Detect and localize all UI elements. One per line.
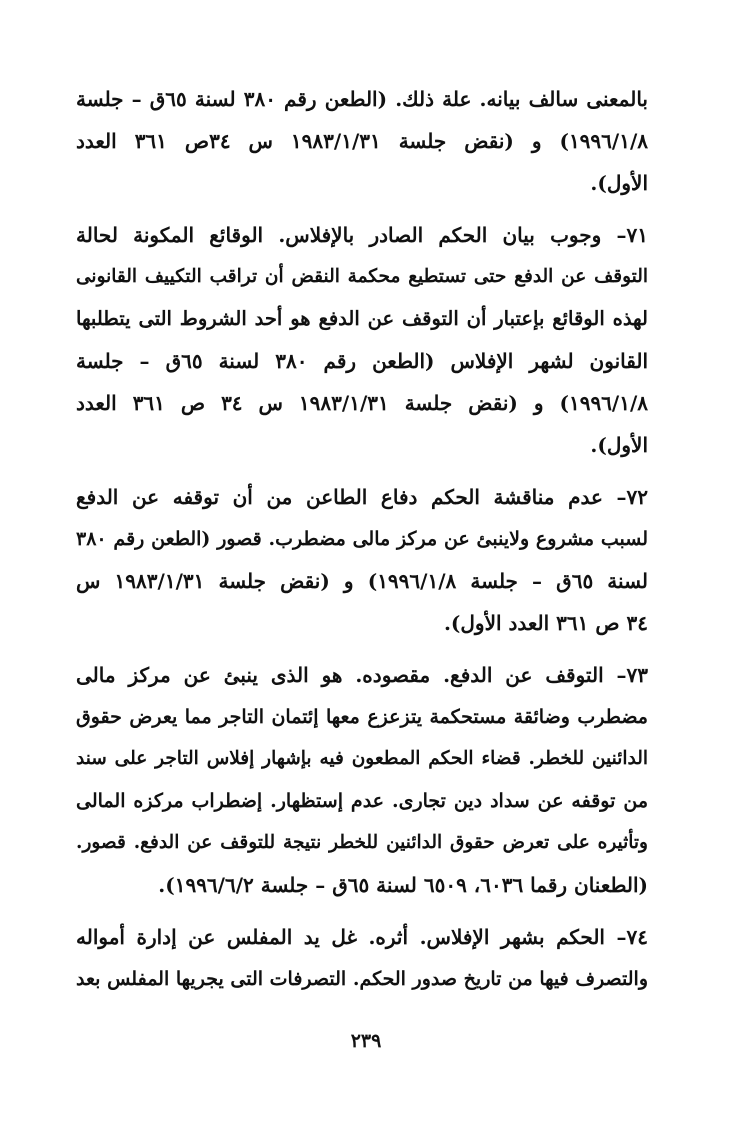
document-body bbox=[76, 78, 648, 1010]
text-line: التوقف عن الدفع حتى تستطيع محكمة النقض أن تراقب التكييف القانونى bbox=[76, 266, 648, 287]
text-line: (الطعنان رقما ٦٠٣٦، ٦٥٠٩ لسنة ٦٥ق – جلسة ١٩٩٦/٦/٢). bbox=[158, 873, 648, 897]
text-line: لسنة ٦٥ق – جلسة ١٩٩٦/١/٨) و (نقض جلسة ١٩٨٣/١/٣١ س bbox=[76, 569, 649, 593]
text-line: الأول). bbox=[590, 171, 648, 195]
text-line: وتأثيره على تعرض حقوق الدائنين للخطر نتيجة للتوقف عن الدفع. قصور. bbox=[76, 832, 648, 853]
paragraph-continuation bbox=[76, 78, 648, 204]
text-line: ٣٤ ص ٣٦١ العدد الأول). bbox=[443, 611, 648, 635]
text-line: ٧٣– التوقف عن الدفع. مقصوده. هو الذى ينبئ عن مركز مالى bbox=[76, 663, 648, 687]
text-line: ١٩٩٦/١/٨) و (نقض جلسة ١٩٨٣/١/٣١ س ٣٤ص ٣٦١ العدد bbox=[76, 129, 648, 153]
text-line: ٧٤– الحكم بشهر الإفلاس. أثره. غل يد المفلس عن إدارة أمواله bbox=[76, 925, 648, 949]
text-line: ٧١– وجوب بيان الحكم الصادر بالإفلاس. الوقائع المكونة لحالة bbox=[76, 223, 648, 247]
text-line: والتصرف فيها من تاريخ صدور الحكم. التصرفات التى يجريها المفلس بعد bbox=[76, 968, 648, 990]
paragraph-71 bbox=[76, 214, 648, 466]
paragraph-73 bbox=[76, 654, 648, 906]
paragraph-74 bbox=[76, 916, 648, 1000]
text-line: مضطرب وضائقة مستحكمة يتزعزع معها إئتمان التاجر مما يعرض حقوق bbox=[76, 706, 648, 728]
text-line: القانون لشهر الإفلاس (الطعن رقم ٣٨٠ لسنة ٦٥ق – جلسة bbox=[76, 349, 649, 373]
page-number: ٢٣٩ bbox=[350, 1030, 382, 1052]
text-line: الأول). bbox=[590, 433, 648, 457]
paragraph-72 bbox=[76, 476, 648, 644]
text-line: لهذه الوقائع بإعتبار أن التوقف عن الدفع هو أحد الشروط التى يتطلبها bbox=[76, 307, 648, 330]
text-line: ١٩٩٦/١/٨) و (نقض جلسة ١٩٨٣/١/٣١ س ٣٤ ص ٣٦١ العدد bbox=[76, 391, 649, 415]
text-line: لسبب مشروع ولاينبئ عن مركز مالى مضطرب. قصور (الطعن رقم ٣٨٠ bbox=[76, 528, 648, 550]
text-line: ٧٢– عدم مناقشة الحكم دفاع الطاعن من أن توقفه عن الدفع bbox=[76, 485, 648, 509]
text-line: الدائنين للخطر. قضاء الحكم المطعون فيه بإشهار إفلاس التاجر على سند bbox=[76, 748, 648, 769]
text-line: بالمعنى سالف بيانه. علة ذلك. (الطعن رقم ٣٨٠ لسنة ٦٥ق – جلسة bbox=[76, 87, 648, 111]
text-line: من توقفه عن سداد دين تجارى. عدم إستظهار. إضطراب مركزه المالى bbox=[76, 790, 648, 812]
